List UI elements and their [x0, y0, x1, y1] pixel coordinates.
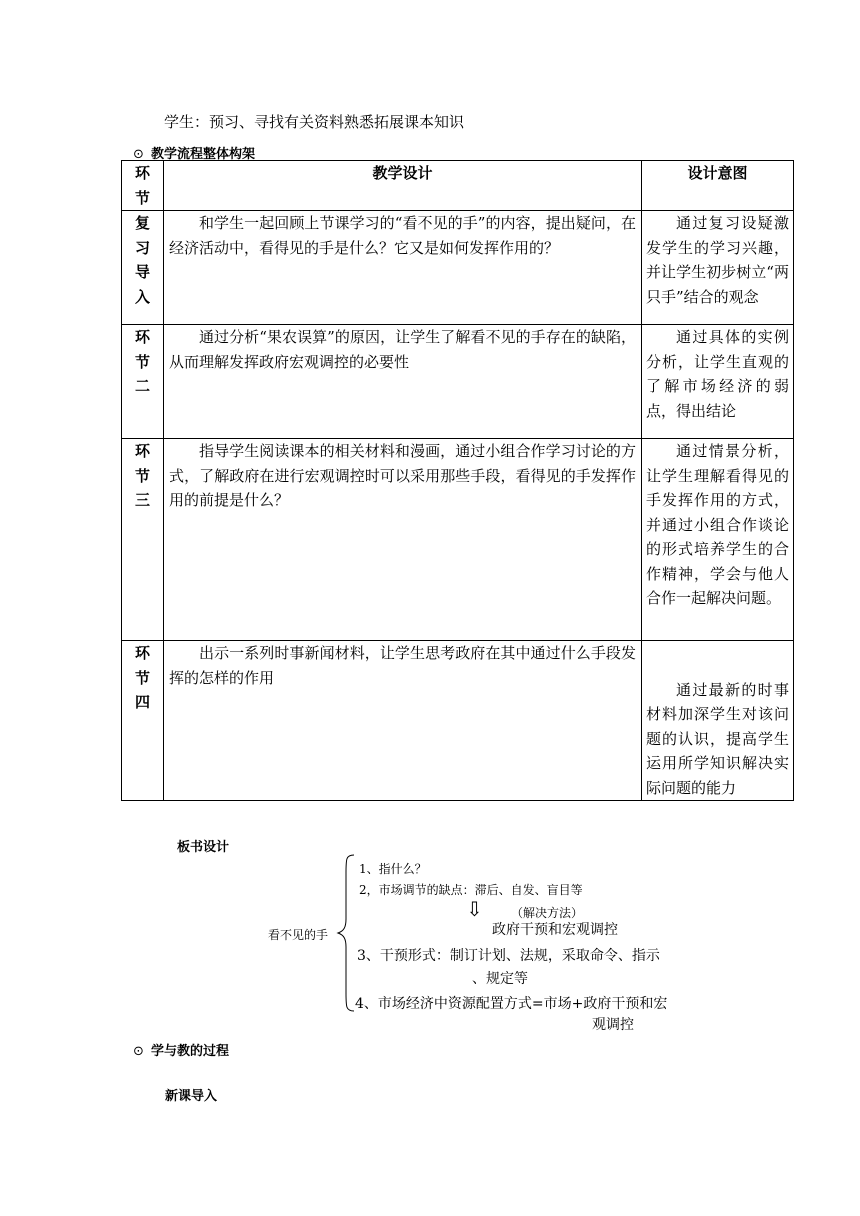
stage-cell: 复习导入	[122, 211, 164, 325]
section-title: 学与教的过程	[151, 1044, 230, 1059]
board-solution: （解决方法）	[511, 906, 584, 920]
purpose-cell: 通过最新的时事材料加深学生对该问题的认识，提高学生运用所学知识解决实际问题的能力	[642, 641, 794, 801]
header-stage: 环节	[122, 161, 164, 211]
design-cell: 通过分析“果农误算”的原因，让学生了解看不见的手存在的缺陷，从而理解发挥政府宏观调控的必要性	[164, 325, 642, 439]
table-row	[122, 325, 794, 439]
down-arrow-icon: ⇩	[466, 897, 483, 921]
design-cell: 和学生一起回顾上节课学习的“看不见的手”的内容，提出疑问，在经济活动中，看得见的手是什么？它又是如何发挥作用的？	[164, 211, 642, 325]
subsection-title: 新课导入	[165, 1089, 218, 1104]
board-item-4: 4、市场经济中资源配置方式=市场+政府干预和宏	[355, 996, 668, 1012]
design-cell: 出示一系列时事新闻材料，让学生思考政府在其中通过什么手段发挥的怎样的作用	[164, 641, 642, 801]
bullet-icon: ⊙	[133, 1044, 144, 1059]
stage-cell: 环节四	[122, 641, 164, 801]
students-prep-line: 学生：预习、寻找有关资料熟悉拓展课本知识	[164, 113, 465, 131]
teaching-flow-table	[121, 160, 794, 801]
board-design-title: 板书设计	[177, 840, 230, 855]
brace-icon	[336, 853, 358, 1013]
board-item-1: 1、指什么？	[359, 862, 427, 876]
bullet-icon: ⊙	[133, 147, 144, 162]
table-row	[122, 211, 794, 325]
purpose-cell: 通过情景分析，让学生理解看得见的手发挥作用的方式，并通过小组合作谈论的形式培养学生的合作精神，学会与他人合作一起解决问题。	[642, 439, 794, 641]
board-government: 政府干预和宏观调控	[492, 922, 618, 938]
design-cell: 指导学生阅读课本的相关材料和漫画，通过小组合作学习讨论的方式，了解政府在进行宏观调控时可以采用那些手段，看得见的手发挥作用的前提是什么？	[164, 439, 642, 641]
section-heading-process	[133, 1040, 229, 1059]
section-title: 教学流程整体构架	[151, 147, 256, 162]
purpose-cell: 通过具体的实例分析，让学生直观的了解市场经济的弱点，得出结论	[642, 325, 794, 439]
table-header-row	[122, 161, 794, 211]
header-design: 教学设计	[164, 161, 642, 211]
board-item-4-cont: 观调控	[592, 1017, 634, 1033]
board-key-term: 看不见的手	[268, 928, 329, 942]
purpose-cell: 通过复习设疑激发学生的学习兴趣，并让学生初步树立“两只手”结合的观念	[642, 211, 794, 325]
header-purpose: 设计意图	[642, 161, 794, 211]
table-row	[122, 439, 794, 641]
stage-cell: 环节二	[122, 325, 164, 439]
board-item-3: 3、干预形式：制订计划、法规，采取命令、指示	[357, 948, 660, 964]
board-item-3-cont: 、规定等	[472, 971, 528, 987]
stage-cell: 环节三	[122, 439, 164, 641]
table-row	[122, 641, 794, 801]
board-item-2: 2，市场调节的缺点：滞后、自发、盲目等	[359, 883, 583, 897]
